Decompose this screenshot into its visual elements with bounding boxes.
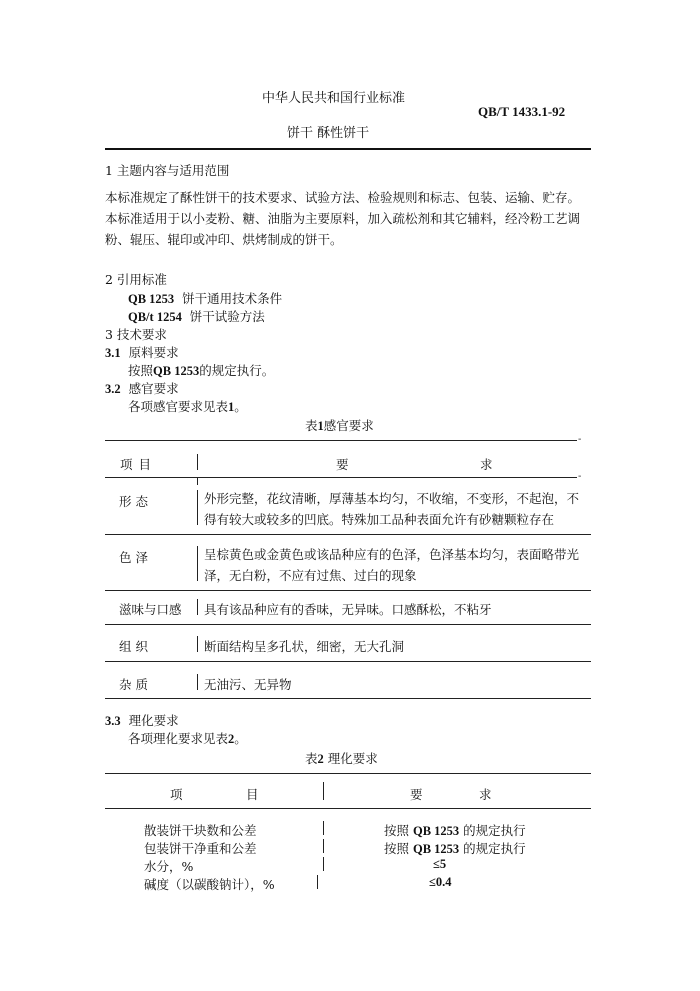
standard-title: 中华人民共和国行业标准: [262, 91, 406, 106]
table-1-row-3-divider: [197, 599, 198, 615]
s31-code: QB 1253: [153, 364, 200, 378]
table-1-header-rule: [105, 477, 577, 478]
table-1-row-rule: [105, 590, 591, 591]
section-3-1-number: 3.1: [105, 346, 121, 360]
reference-1: [128, 289, 282, 307]
table-1-caption-text: 感官要求: [323, 418, 374, 433]
s31-pre: 按照: [128, 363, 154, 378]
rule-tick: -: [578, 434, 582, 445]
table-1-row-1-req: 外形完整，花纹清晰，厚薄基本均匀，不收缩，不变形，不起泡，不得有较大或较多的凹底。特殊加工品种表面允许有砂糖颗粒存在: [204, 491, 580, 527]
t2r2-code: QB 1253: [413, 842, 460, 856]
section-3-2-text: [128, 397, 247, 415]
section-1-text-2: 本标准适用于以小麦粉、糖、油脂为主要原料，加入疏松剂和其它辅料，经冷粉工艺调粉、辊压、辊印或冲印、烘烤制成的饼干。: [105, 211, 581, 247]
table-1-row-1-divider: [197, 490, 198, 525]
table-1-row-4-divider: [197, 636, 198, 652]
table-1-row-rule: [105, 624, 591, 625]
section-1-text-1: 本标准规定了酥性饼干的技术要求、试验方法、检验规则和标志、包装、运输、贮存。: [105, 190, 581, 205]
section-3-3-title: 理化要求: [128, 713, 179, 728]
section-3-3-text: [128, 729, 247, 747]
table-2-header-req-b: 求: [479, 787, 492, 802]
t2r1-post: 的规定执行: [463, 823, 526, 838]
table-1-row-3-item: 滋味与口感: [119, 602, 182, 617]
table-1-bottom-rule: [105, 698, 591, 699]
table-2-row-1-divider: [323, 821, 324, 835]
s31-post: 的规定执行。: [199, 363, 275, 378]
table-2-row-1-item: 散装饼干块数和公差: [144, 823, 257, 838]
s33-pre: 各项理化要求见表: [128, 731, 229, 746]
table-1-caption-prefix: 表: [305, 418, 318, 433]
table-2-row-2-req: [384, 839, 526, 857]
table-2-row-3-req: ≤5: [433, 857, 447, 871]
s32-pre: 各项感官要求见表: [128, 399, 229, 414]
table-1-row-3-req: 具有该品种应有的香味，无异味。口感酥松，不粘牙: [204, 602, 492, 617]
table-2-row-3-item: 水分，%: [144, 859, 194, 874]
section-3-heading: 3 技术要求: [105, 327, 167, 342]
table-1-row-2-divider: [197, 546, 198, 581]
section-3-2-heading: [105, 379, 179, 397]
s32-post: 。: [234, 399, 247, 414]
standard-code: QB/T 1433.1-92: [478, 104, 566, 119]
reference-2-code: QB/t 1254: [128, 310, 182, 324]
s33-ref: 2: [228, 732, 235, 746]
table-1-header-divider: [197, 454, 198, 470]
reference-2: [128, 307, 265, 325]
table-2-header-divider: [323, 782, 324, 800]
section-3-1-title: 原料要求: [128, 345, 179, 360]
table-1-header-req-a: 要: [336, 457, 349, 472]
table-1-top-rule: [105, 440, 577, 441]
table-1-row-4-item: 组 织: [119, 639, 148, 654]
t2r1-pre: 按照: [384, 823, 410, 838]
table-2-caption-prefix: 表: [305, 751, 318, 766]
table-2-row-4-req: ≤0.4: [429, 875, 452, 889]
table-2-row-4-item: 碱度（以碳酸钠计），%: [144, 877, 275, 892]
header-rule: [105, 148, 591, 150]
table-1-header-req-b: 求: [480, 457, 493, 472]
section-2-heading: 2 引用标准: [105, 272, 167, 287]
table-2-caption-text: 理化要求: [327, 751, 378, 766]
s32-ref: 1: [228, 400, 235, 414]
table-2-header-item-a: 项: [170, 787, 183, 802]
table-2-row-2-divider: [323, 839, 324, 853]
table-1-row-rule: [105, 534, 591, 535]
reference-1-name: 饼干通用技术条件: [182, 291, 283, 306]
table-2-header-item-b: 目: [246, 787, 259, 802]
table-2-caption-number: 2: [317, 752, 324, 766]
table-1-caption: [305, 416, 374, 434]
section-3-2-title: 感官要求: [128, 381, 179, 396]
table-2-row-2-item: 包装饼干净重和公差: [144, 841, 257, 856]
s33-post: 。: [234, 731, 247, 746]
section-3-1-text: [128, 361, 274, 379]
section-3-3-heading: [105, 711, 179, 729]
t2r2-pre: 按照: [384, 841, 410, 856]
table-1-row-2-item: 色 泽: [119, 550, 148, 565]
table-2-row-4-divider: [317, 875, 318, 889]
table-1-row-1-item: 形 态: [119, 494, 148, 509]
table-1-row-rule: [105, 661, 591, 662]
section-3-1-heading: [105, 343, 179, 361]
table-2-row-1-req: [384, 821, 526, 839]
table-1-row-5-item: 杂 质: [119, 677, 148, 692]
t2r2-post: 的规定执行: [463, 841, 526, 856]
table-1-row-4-req: 断面结构呈多孔状，细密，无大孔洞: [204, 639, 405, 654]
section-3-3-number: 3.3: [105, 714, 121, 728]
standard-subtitle: 饼干 酥性饼干: [287, 126, 370, 141]
section-1-heading: 1 主题内容与适用范围: [105, 163, 230, 178]
section-1-paragraph-1: [105, 187, 595, 250]
reference-2-name: 饼干试验方法: [189, 309, 265, 324]
table-1-row-2-req: 呈棕黄色或金黄色或该品种应有的色泽，色泽基本均匀，表面略带光泽，无白粉，不应有过焦、过白的现象: [204, 547, 580, 583]
table-2-row-3-divider: [323, 857, 324, 871]
t2r1-code: QB 1253: [413, 824, 460, 838]
section-3-2-number: 3.2: [105, 382, 121, 396]
table-2-header-rule: [105, 808, 591, 809]
table-1-row-5-divider: [197, 674, 198, 690]
reference-1-code: QB 1253: [128, 292, 175, 306]
table-1-vtick: [197, 478, 198, 485]
table-1-header-item: 项 目: [120, 457, 152, 472]
table-1-caption-number: 1: [317, 419, 324, 433]
table-2-top-rule: [105, 773, 591, 774]
table-2-header-req-a: 要: [410, 787, 423, 802]
table-2-caption: [305, 749, 378, 767]
table-1-row-5-req: 无油污、无异物: [204, 677, 292, 692]
rule-tick: -: [578, 471, 582, 482]
